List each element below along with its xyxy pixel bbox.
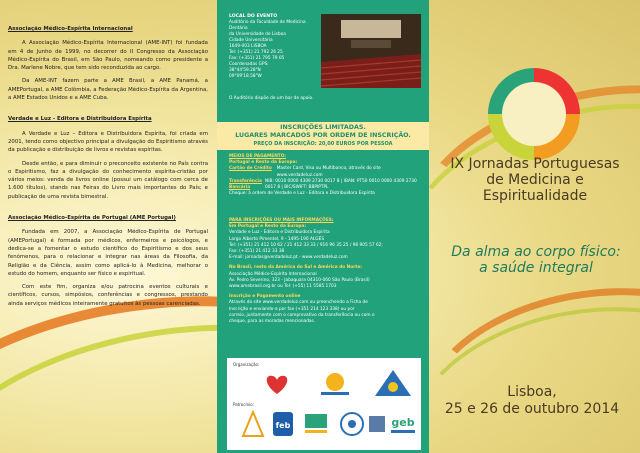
svg-text:feb: feb [275, 421, 291, 430]
subheading: Em Portugal e Resto da Europa: [229, 224, 307, 230]
sponsor-logo [301, 410, 331, 438]
event-city: Lisboa, [507, 384, 557, 400]
info-line: E-mail: jornadas@verdadeluz.pt - www.verdadeluz.com [229, 255, 348, 261]
info-line: correio, juntamente com o comprovativo da transferência ou com o [229, 312, 375, 318]
paragraph: Com este fim, organiza e/ou patrocina eventos culturais e científicos, cursos, simpósios, conferências e congressos, prestando ainda serviços médicos inteiramente gratuitos às pessoas carenciadas. [8, 284, 208, 307]
info-line: Tel: (+351) 21 412 10 62 / 21 412 33 33 / 916 96 35 25 / 96 905 57 62; [229, 242, 383, 248]
venue-line: Cidade Universitária [229, 38, 273, 43]
subtitle-line: Da alma ao corpo físico: [451, 244, 621, 260]
section-title: Associação Médico-Espírita Internacional [8, 26, 133, 32]
subheading: No Brasil, resto da América do Sul e América do Norte: [229, 265, 362, 271]
info-line: cheque, para as moradas mencionadas. [229, 319, 316, 325]
subtitle-line: a saúde integral [479, 260, 593, 276]
paragraph: Da AME-INT fazem parte a AME Brasil, a AME Panamá, a AMEPortugal, a AME Colômbia, a Federação Médico-Espírita da Argentina, a AME Estados Unidos e a AME Cuba. [8, 78, 208, 102]
title-line: de Medicina e Espiritualidade [482, 172, 588, 204]
venue-line: da Universidade de Lisboa [229, 32, 286, 37]
venue-line: 38°44'59.28"N [229, 68, 261, 73]
paragraph: A Verdade e Luz – Editora e Distribuidora Espírita, foi criada em 2001, tendo como objectivo principal a divulgação do Espiritismo através da publicação e distribuição de livros e revistas espíritas. [8, 130, 208, 154]
organizers-label: Organização: [233, 362, 260, 367]
sponsors-label: Patrocínio: [233, 402, 255, 407]
venue-line: 09°09'18.58"W [229, 74, 262, 79]
info-line: Verdade e Luz - Editora e Distribuidora Espírita [229, 230, 330, 236]
payment-value: Cheque: à ordem de Verdade e Luz - Editora e Distribuidora Espírita [229, 191, 375, 197]
event-emblem [488, 68, 580, 160]
event-date [432, 384, 632, 418]
sponsor-logo [337, 410, 367, 438]
info-line: Largo Alberto Pimentel, 9 - 1495-190 ALGÉS [229, 236, 325, 242]
sponsor-logos [227, 358, 421, 450]
info-line: Inscrição e enviando-a por fax (+351 214 123 338) ou por [229, 306, 355, 312]
ame-portugal-logo [373, 368, 413, 398]
info-line: www.amebrasil.org.br ou Tel: (+55) 11 5585 1703 [229, 284, 337, 290]
subheading: Portugal e Resto da Europa: [229, 160, 298, 166]
section-heading: MEIOS DE PAGAMENTO: [229, 154, 287, 159]
event-dates: 25 e 26 de outubro 2014 [444, 401, 620, 417]
middle-panel [217, 0, 429, 453]
sponsor-logo [241, 410, 265, 438]
auditorium-photo [321, 14, 421, 88]
paragraph: Desde então, e para diminuir o preconceito existente no País contra o Espiritismo, faz a divulgação do conhecimento espírita-cristão por vários meios: venda de livros online (possui um catálogo com cerca de 1.600 títulos), stands nas Feiras do Livro mais importantes do País; e publicação de uma revista bimestral. [8, 160, 208, 200]
section-title: Associação Médico-Espírita de Portugal (AME Portugal) [8, 215, 176, 222]
left-panel [8, 25, 208, 313]
feb-logo [271, 410, 295, 438]
info-section [229, 218, 421, 325]
venue-line: Fax: (+351) 21 795 79 05 [229, 56, 285, 61]
title-line: IX Jornadas Portuguesas [450, 156, 620, 172]
notice-line: LUGARES MARCADOS POR ORDEM DE INSCRIÇÃO. [235, 132, 411, 139]
svg-text:geb: geb [391, 416, 415, 429]
paragraph: Fundada em 2007, a Associação Médico-Espírita de Portugal (AMEPortugal) é formada por médicos, enfermeiros e psicólogos, e dedica-se a fomentar o estudo científico do Espiritismo e dos seus fenómenos, para o relacionar e integrar nas áreas da Filosofia, da Religião e da Ciência, assim como aplicá-lo à Medicina, melhorar o estudo do homem, enquanto ser físico e espiritual. [8, 229, 208, 277]
info-line: Associação Médico-Espírita Internacional [229, 271, 317, 277]
section-heading: PARA INSCRIÇÕES OU MAIS INFORMAÇÕES: [229, 218, 334, 223]
sponsor-logo [367, 410, 387, 438]
ame-logo [257, 370, 297, 398]
venue-line: Tel: (+351) 21 792 26 25 [229, 50, 283, 55]
payment-value: Master Card, Visa ou Multibanco, através do site www.verdadeluz.com [276, 166, 381, 178]
payment-label: Cartão de Crédito [229, 166, 272, 172]
subheading: Inscrição e Pagamento online [229, 294, 301, 300]
notice-price: PREÇO DA INSCRIÇÃO: 20,00 EUROS POR PESSOA [253, 141, 393, 147]
geb-logo [387, 408, 419, 438]
venue-caption: O Auditório dispõe de um bar de apoio. [229, 96, 314, 101]
verdade-luz-logo [315, 370, 355, 398]
info-line: Através do site www.verdadeluz.com ou preenchendo a Ficha de [229, 300, 368, 306]
section-title: Verdade e Luz - Editora e Distribuidora Espírita [8, 116, 152, 123]
info-line: Av. Pedro Severino, 323 - Jabaquara 04310-060 São Paulo (Brasil) [229, 277, 370, 283]
registration-notice [217, 124, 429, 148]
payment-value: NIB: 0010 0000 4309 2730 0017 8 | IBAN: PT50 0010 0000 4309 2730 0017 8 | BIC/SWIFT: BBPIPTPL [265, 178, 417, 191]
venue-line: Coordenadas GPS: [229, 62, 269, 67]
notice-line: INSCRIÇÕES LIMITADAS. [280, 124, 366, 131]
payment-label: Transferência Bancária [229, 178, 262, 191]
paragraph: A Associação Médico-Espírita Internacional (AME-INT) foi fundada em 4 de Junho de 1999, no decorrer do II Congresso da Associação Médico-Espírita do Brasil, em São Paulo, nomeando como presidente a Dra. Marlene Nobre, que tem sido reconduzida ao cargo. [8, 40, 208, 72]
venue-line: 1649-003 LISBOA [229, 44, 267, 49]
venue-title: LOCAL DO EVENTO [229, 14, 278, 19]
venue-info [229, 14, 321, 80]
info-line: Fax: (+351) 21 412 33 38 [229, 249, 285, 255]
venue-line: Auditório da Faculdade de Medicina Dentária [229, 20, 306, 31]
event-subtitle [446, 244, 626, 276]
payment-section [229, 154, 421, 197]
event-title [432, 156, 638, 204]
